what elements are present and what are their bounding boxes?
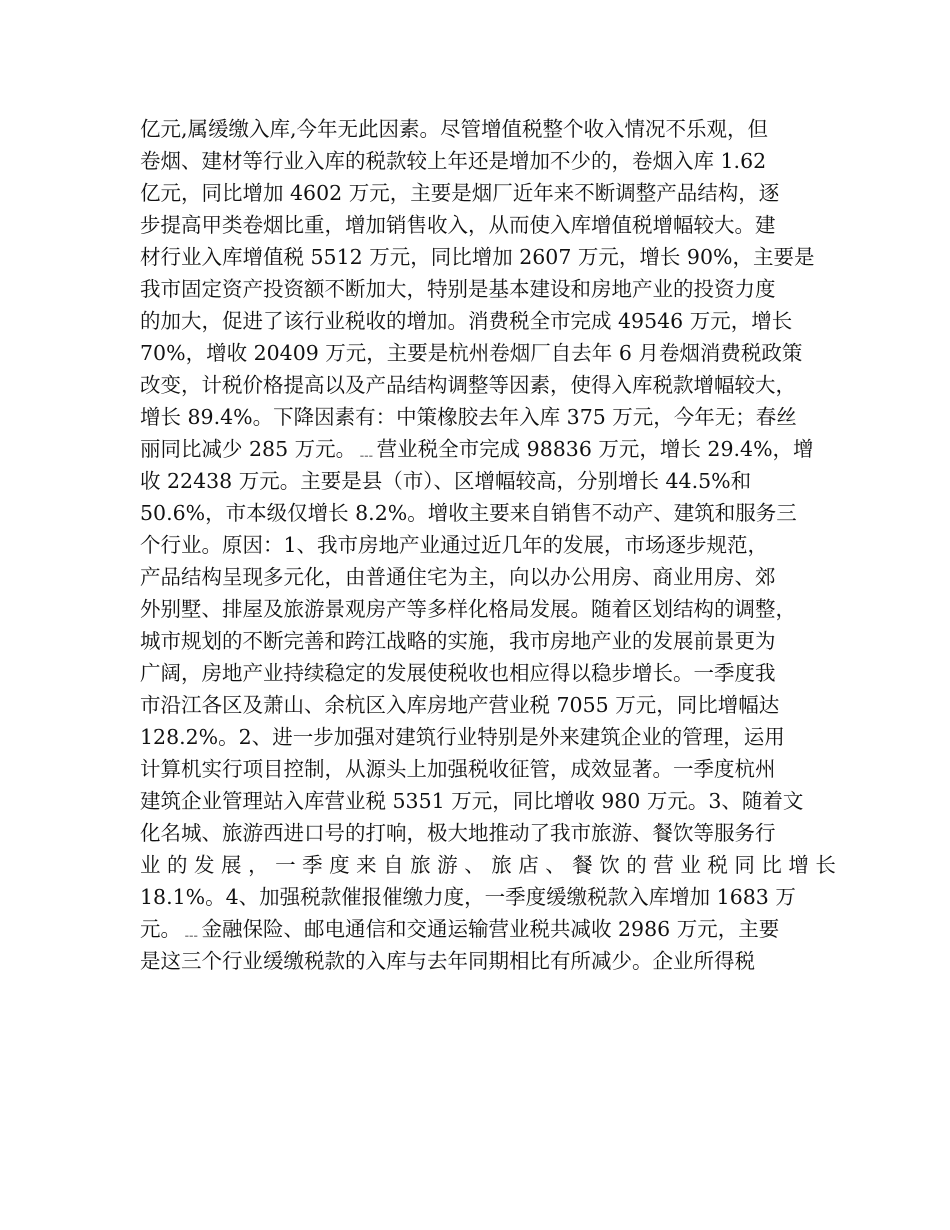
text-line: 外别墅、排屋及旅游景观房产等多样化格局发展。随着区划结构的调整， [140, 597, 796, 621]
text-line: 18.1%。4、加强税款催报催缴力度，一季度缓缴税款入库增加 1683 万 [140, 885, 796, 909]
text-line: 建筑企业管理站入库营业税 5351 万元，同比增收 980 万元。3、随着文 [140, 789, 804, 813]
text-line: 是这三个行业缓缴税款的入库与去年同期相比有所减少。企业所得税 [140, 949, 755, 973]
text-line: 业 的 发 展 ， 一 季 度 来 自 旅 游 、 旅 店 、 餐 饮 的 营 业 税 同 比 增 长 [140, 853, 836, 877]
text-line: 50.6%，市本级仅增长 8.2%。增收主要来自销售不动产、建筑和服务三 [140, 501, 797, 525]
body-paragraph [140, 113, 836, 977]
text-line: 亿元，同比增加 4602 万元，主要是烟厂近年来不断调整产品结构，逐 [140, 181, 780, 205]
text-line: 化名城、旅游西进口号的打响，极大地推动了我市旅游、餐饮等服务行 [140, 821, 776, 845]
text-line: 我市固定资产投资额不断加大，特别是基本建设和房地产业的投资力度 [140, 277, 776, 301]
text-line: 个行业。原因：1、我市房地产业通过近几年的发展，市场逐步规范， [140, 533, 769, 557]
text-line: 城市规划的不断完善和跨江战略的实施，我市房地产业的发展前景更为 [140, 629, 776, 653]
text-line: 计算机实行项目控制，从源头上加强税收征管，成效显著。一季度杭州 [140, 757, 776, 781]
text-line: 128.2%。2、进一步加强对建筑行业特别是外来建筑企业的管理，运用 [140, 725, 785, 749]
text-line: 广阔，房地产业持续稳定的发展使税收也相应得以稳步增长。一季度我 [140, 661, 776, 685]
text-line: 增长 89.4%。下降因素有：中策橡胶去年入库 375 万元，今年无；春丝 [140, 405, 797, 429]
text-line: 产品结构呈现多元化，由普通住宅为主，向以办公用房、商业用房、郊 [140, 565, 776, 589]
text-line: 市沿江各区及萧山、余杭区入库房地产营业税 7055 万元，同比增幅达 [140, 693, 780, 717]
text-line: 步提高甲类卷烟比重，增加销售收入，从而使入库增值税增幅较大。建 [140, 213, 776, 237]
text-line: 亿元,属缓缴入库,今年无此因素。尽管增值税整个收入情况不乐观，但 [140, 117, 769, 141]
text-line: 材行业入库增值税 5512 万元，同比增加 2607 万元，增长 90%，主要是 [140, 245, 815, 269]
text-line: 收 22438 万元。主要是县（市）、区增幅较高，分别增长 44.5%和 [140, 469, 752, 493]
text-line: 的加大，促进了该行业税收的增加。消费税全市完成 49546 万元，增长 [140, 309, 793, 333]
text-line: 元。﹍金融保险、邮电通信和交通运输营业税共减收 2986 万元，主要 [140, 917, 780, 941]
text-line: 改变，计税价格提高以及产品结构调整等因素，使得入库税款增幅较大， [140, 373, 796, 397]
text-line: 70%，增收 20409 万元，主要是杭州卷烟厂自去年 6 月卷烟消费税政策 [140, 341, 803, 365]
text-line: 卷烟、建材等行业入库的税款较上年还是增加不少的，卷烟入库 1.62 [140, 149, 767, 173]
text-line: 丽同比减少 285 万元。﹍营业税全市完成 98836 万元，增长 29.4%，增 [140, 437, 814, 461]
